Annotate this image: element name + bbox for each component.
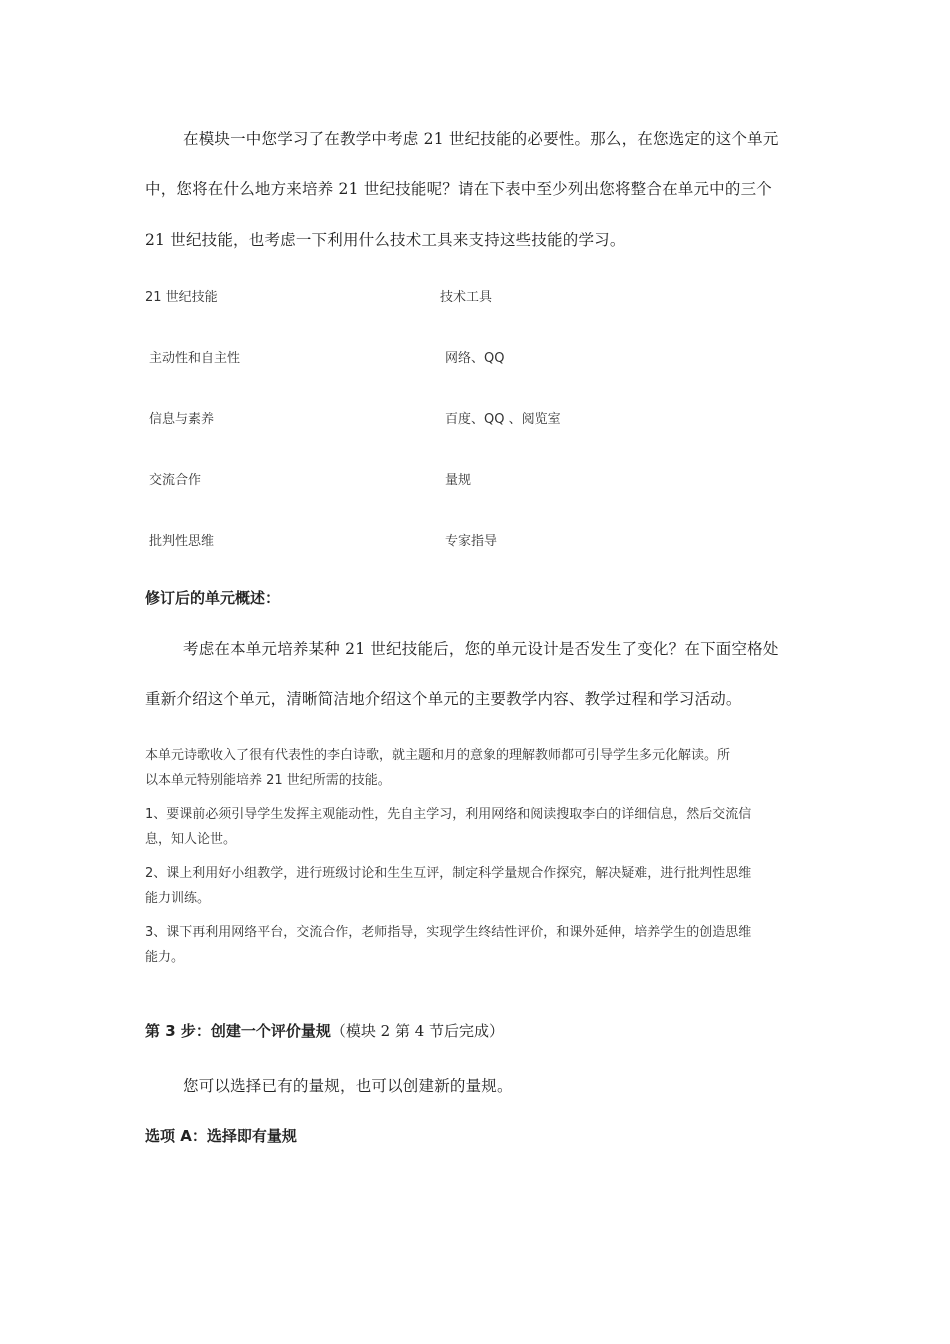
answer-line: 以本单元特别能培养 21 世纪所需的技能。 bbox=[145, 773, 391, 788]
table-cell-skill: 主动性和自主性 bbox=[149, 351, 241, 366]
answer-line: 能力。 bbox=[145, 950, 185, 965]
table-cell-tool: 专家指导 bbox=[445, 534, 498, 549]
table-cell-skill: 交流合作 bbox=[149, 473, 202, 488]
table-cell-skill: 批判性思维 bbox=[149, 534, 215, 549]
table-cell-tool: 量规 bbox=[445, 473, 472, 488]
table-header-skill: 21 世纪技能 bbox=[145, 290, 218, 305]
answer-line: 2、课上利用好小组教学，进行班级讨论和生生互评，制定科学量规合作探究，解决疑难，进行批判性思维 bbox=[145, 866, 752, 881]
answer-line: 息，知人论世。 bbox=[145, 832, 237, 847]
step3-heading-note: （模块 2 第 4 节后完成） bbox=[330, 1022, 505, 1040]
intro-line-3: 21 世纪技能，也考虑一下利用什么技术工具来支持这些技能的学习。 bbox=[145, 231, 626, 249]
intro-line-1: 在模块一中您学习了在教学中考虑 21 世纪技能的必要性。那么，在您选定的这个单元 bbox=[183, 130, 779, 148]
answer-line: 3、课下再利用网络平台，交流合作，老师指导，实现学生终结性评价，和课外延伸，培养学生的创造思维 bbox=[145, 925, 752, 940]
table-cell-skill: 信息与素养 bbox=[149, 412, 215, 427]
step3-line: 您可以选择已有的量规，也可以创建新的量规。 bbox=[183, 1077, 513, 1095]
step3-heading bbox=[145, 1020, 504, 1041]
option-a-heading: 选项 A：选择即有量规 bbox=[145, 1127, 297, 1145]
answer-line: 本单元诗歌收入了很有代表性的李白诗歌，就主题和月的意象的理解教师都可引导学生多元化解读。所 bbox=[145, 748, 731, 763]
answer-line: 1、要课前必须引导学生发挥主观能动性，先自主学习，利用网络和阅读搜取李白的详细信息，然后交流信 bbox=[145, 807, 752, 822]
revised-prompt-line-2: 重新介绍这个单元，清晰简洁地介绍这个单元的主要教学内容、教学过程和学习活动。 bbox=[145, 690, 742, 708]
table-cell-tool: 百度、QQ 、阅览室 bbox=[445, 412, 561, 427]
table-cell-tool: 网络、QQ bbox=[445, 351, 505, 366]
revised-overview-heading: 修订后的单元概述： bbox=[145, 589, 281, 607]
intro-line-2: 中，您将在什么地方来培养 21 世纪技能呢？请在下表中至少列出您将整合在单元中的三个 bbox=[145, 180, 772, 198]
table-header-tool: 技术工具 bbox=[440, 290, 493, 305]
revised-prompt-line-1: 考虑在本单元培养某种 21 世纪技能后，您的单元设计是否发生了变化？在下面空格处 bbox=[183, 640, 779, 658]
step3-heading-bold: 第 3 步：创建一个评价量规 bbox=[145, 1022, 331, 1040]
answer-line: 能力训练。 bbox=[145, 891, 211, 906]
